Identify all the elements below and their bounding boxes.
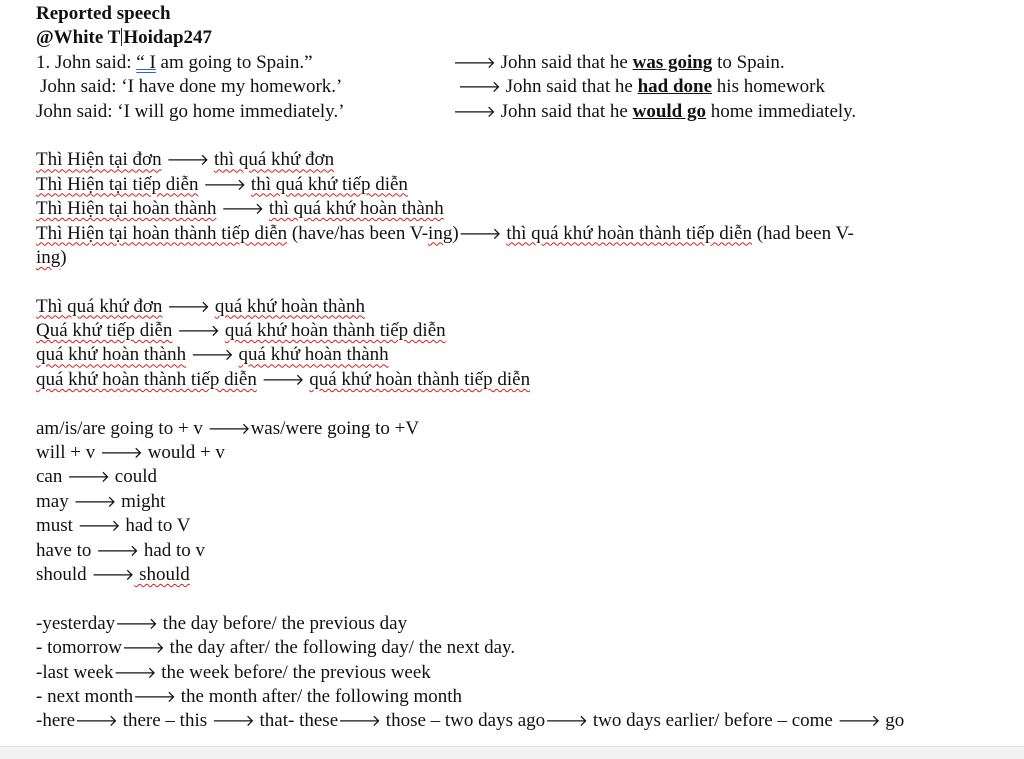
arrow-icon: 🡒 <box>122 638 165 658</box>
tense-from: quá khứ hoàn thành <box>36 344 187 366</box>
example-right-post: to Spain. <box>712 51 785 73</box>
arrow-icon: 🡒 <box>100 443 143 463</box>
modal-from: am/is/are going to + v <box>36 417 208 439</box>
example-left-quote: “ I <box>136 51 156 73</box>
time-from: -last week <box>36 661 114 683</box>
modal-to: should <box>134 563 190 585</box>
modal-to: would + v <box>142 442 225 464</box>
modal-rule <box>36 563 984 587</box>
spacer <box>36 124 984 148</box>
time-part: -here <box>36 710 76 732</box>
modal-from: can <box>36 466 68 488</box>
example-right-post: his homework <box>712 76 825 98</box>
tense-note: (had been V- <box>751 222 854 244</box>
example-right-pre: John said that he <box>500 51 633 73</box>
arrow-icon: 🡒 <box>837 711 881 731</box>
tense-to: quá khứ hoàn thành <box>238 344 389 366</box>
example-row-3 <box>36 100 984 124</box>
modal-to: could <box>110 466 157 488</box>
modal-to: was/were going to +V <box>250 417 420 439</box>
tense-from: Thì quá khứ đơn <box>36 295 163 317</box>
example-right-verb: had done <box>637 76 713 98</box>
tense-to: quá khứ hoàn thành tiếp diễn <box>224 320 446 342</box>
arrow-icon: 🡒 <box>261 369 305 389</box>
tense-note: (have/has been V- <box>287 222 429 244</box>
time-part: that- these <box>254 710 339 732</box>
author-line <box>36 26 984 50</box>
example-right <box>458 75 825 99</box>
tense-from: quá khứ hoàn thành tiếp diễn <box>36 368 257 390</box>
arrow-icon: 🡒 <box>221 199 265 219</box>
tense-from: Quá khứ tiếp diễn <box>36 320 173 342</box>
modal-to: might <box>116 490 166 512</box>
tense-note-close: ) <box>60 246 67 268</box>
time-to: the day after/ the following day/ the next day. <box>164 637 516 659</box>
window-bottom-edge <box>0 746 1024 759</box>
tense-rule <box>36 148 984 172</box>
tense-rule <box>36 368 984 392</box>
modal-rule <box>36 490 984 514</box>
arrow-icon: 🡒 <box>545 711 589 731</box>
time-from: - tomorrow <box>36 637 123 659</box>
tense-from: Thì Hiện tại tiếp diễn <box>36 173 199 195</box>
arrow-icon: 🡒 <box>458 223 502 243</box>
example-right-post: home immediately. <box>705 100 857 122</box>
time-rule <box>36 685 984 709</box>
example-right-verb: would go <box>632 100 706 122</box>
example-right <box>453 100 856 124</box>
modal-to: had to V <box>120 515 191 537</box>
spacer <box>36 392 984 416</box>
example-right <box>453 51 785 75</box>
modal-from: must <box>36 515 78 537</box>
time-to: the day before/ the previous day <box>158 612 408 634</box>
modal-from: will + v <box>36 442 101 464</box>
tense-rule-cont <box>36 246 984 270</box>
arrow-icon: 🡒 <box>453 101 496 121</box>
modal-from: should <box>36 563 92 585</box>
tense-to: thì quá khứ đơn <box>214 149 335 171</box>
arrow-icon: 🡒 <box>75 711 118 731</box>
example-right-verb: was going <box>632 51 713 73</box>
modal-from: have to <box>36 539 97 561</box>
arrow-icon: 🡒 <box>166 150 210 170</box>
example-left: John said: ‘I have done my homework.’ <box>40 76 343 98</box>
tense-note-close: ) <box>452 222 459 244</box>
modal-rule <box>36 417 984 441</box>
arrow-icon: 🡒 <box>115 613 159 633</box>
arrow-icon: 🡒 <box>458 77 501 97</box>
modal-rule <box>36 465 984 489</box>
arrow-icon: 🡒 <box>167 296 211 316</box>
spacer <box>36 270 984 294</box>
time-from: -yesterday <box>36 612 116 634</box>
tense-rule-long <box>36 222 984 246</box>
time-rule <box>36 612 984 636</box>
author-prefix: @White T <box>36 27 121 49</box>
arrow-icon: 🡒 <box>96 540 140 560</box>
tense-to: thì quá khứ hoàn thành tiếp diễn <box>506 222 752 244</box>
arrow-icon: 🡒 <box>73 491 117 511</box>
time-to: the week before/ the previous week <box>156 661 431 683</box>
tense-note-ing: ing <box>428 222 453 244</box>
time-part: two days earlier/ before – come <box>588 710 838 732</box>
tense-rule <box>36 197 984 221</box>
time-rule-last <box>36 709 984 733</box>
example-left: John said: ‘I will go home immediately.’ <box>36 100 345 122</box>
time-from: - next month <box>36 685 134 707</box>
tense-to: quá khứ hoàn thành <box>214 295 365 317</box>
example-left: 1. John said: <box>36 51 137 73</box>
arrow-icon: 🡒 <box>67 467 111 487</box>
arrow-icon: 🡒 <box>113 662 157 682</box>
tense-rule <box>36 343 984 367</box>
tense-from: Thì Hiện tại đơn <box>36 149 162 171</box>
modal-rule <box>36 514 984 538</box>
tense-to: thì quá khứ hoàn thành <box>268 198 444 220</box>
arrow-icon: 🡒 <box>203 174 247 194</box>
arrow-icon: 🡒 <box>133 686 177 706</box>
modal-from: may <box>36 490 74 512</box>
modal-rule <box>36 441 984 465</box>
arrow-icon: 🡒 <box>207 418 251 438</box>
time-part: go <box>880 710 905 732</box>
tense-to: thì quá khứ tiếp diễn <box>250 173 408 195</box>
example-row-1 <box>36 51 984 75</box>
tense-rule <box>36 319 984 343</box>
arrow-icon: 🡒 <box>77 516 121 536</box>
arrow-icon: 🡒 <box>190 345 234 365</box>
document-page <box>36 2 984 734</box>
tense-to: quá khứ hoàn thành tiếp diễn <box>309 368 531 390</box>
modal-rule <box>36 539 984 563</box>
tense-rule <box>36 295 984 319</box>
example-right-pre: John said that he <box>505 76 638 98</box>
tense-from: Thì Hiện tại hoàn thành tiếp diễn <box>36 222 288 244</box>
time-to: the month after/ the following month <box>176 685 463 707</box>
time-rule <box>36 661 984 685</box>
example-left-rest: am going to Spain.” <box>155 51 313 73</box>
arrow-icon: 🡒 <box>453 52 496 72</box>
modal-to: had to v <box>139 539 206 561</box>
example-right-pre: John said that he <box>500 100 633 122</box>
arrow-icon: 🡒 <box>211 711 255 731</box>
arrow-icon: 🡒 <box>177 321 221 341</box>
author-suffix: Hoidap247 <box>123 27 213 49</box>
example-row-2 <box>36 75 984 99</box>
tense-from: Thì Hiện tại hoàn thành <box>36 198 217 220</box>
arrow-icon: 🡒 <box>91 564 135 584</box>
document-title: Reported speech <box>36 3 171 24</box>
time-rule <box>36 636 984 660</box>
spacer <box>36 587 984 611</box>
tense-note-ing: ing <box>36 246 61 268</box>
time-part: there – this <box>117 710 212 732</box>
tense-rule <box>36 173 984 197</box>
time-part: those – two days ago <box>381 710 546 732</box>
arrow-icon: 🡒 <box>338 711 382 731</box>
